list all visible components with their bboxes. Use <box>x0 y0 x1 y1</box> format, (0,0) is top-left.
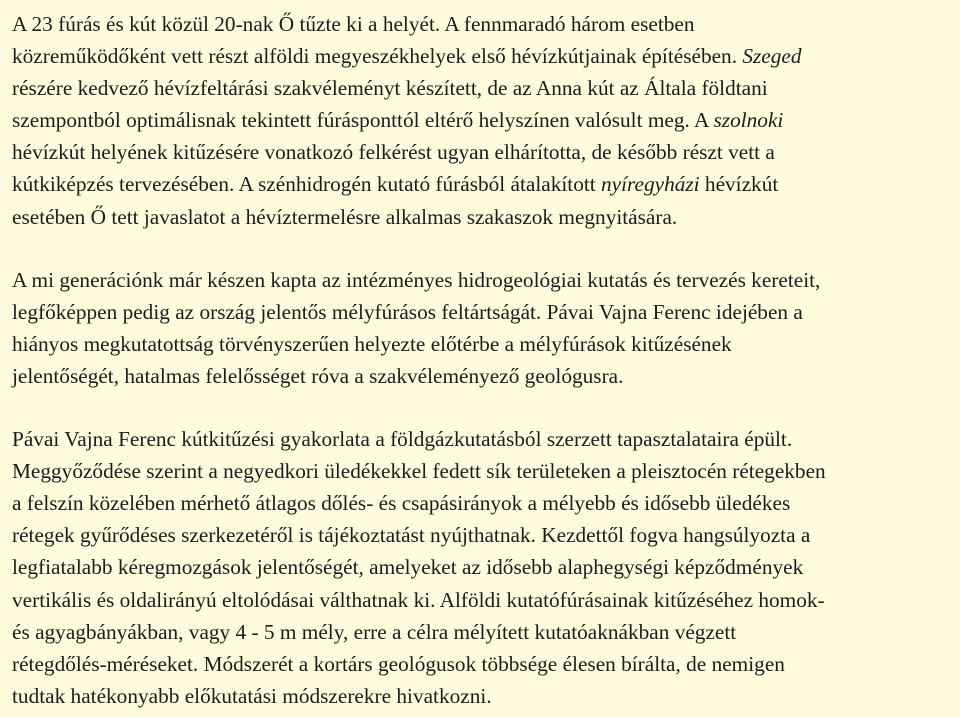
italic-place-name: nyíregyházi <box>601 172 700 197</box>
paragraph-gap <box>12 233 944 264</box>
text-line <box>12 264 944 296</box>
text-line <box>12 360 944 392</box>
text-run: legfiatalabb kéregmozgások jelentőségét, amelyeket az idősebb alaphegységi képződmények <box>12 555 804 580</box>
text-line <box>12 40 944 72</box>
text-line <box>12 616 944 648</box>
text-line <box>12 104 944 136</box>
text-run: tudtak hatékonyabb előkutatási módszerekre hivatkozni. <box>12 683 492 708</box>
text-line <box>12 8 944 40</box>
text-run: hiányos megkutatottság törvényszerűen helyezte előtérbe a mélyfúrások kitűzésének <box>12 331 732 356</box>
text-line <box>12 168 944 200</box>
text-run: kútkiképzés tervezésében. A szénhidrogén kutató fúrásból átalakított <box>12 172 602 197</box>
text-line <box>12 455 944 487</box>
text-run: Pávai Vajna Ferenc kútkitűzési gyakorlata a földgázkutatásból szerzett tapasztalataira épült. <box>12 427 793 452</box>
text-line <box>12 584 944 616</box>
text-line <box>12 648 944 680</box>
text-line <box>12 136 944 168</box>
text-line <box>12 551 944 583</box>
text-run: jelentőségét, hatalmas felelősséget róva a szakvéleményező geológusra. <box>12 363 624 388</box>
text-run: a felszín közelében mérhető átlagos dőlés- és csapásirányok a mélyebb és idősebb üledékes <box>12 491 791 516</box>
text-line <box>12 423 944 455</box>
text-run: hévízkút helyének kitűzésére vonatkozó felkérést ugyan elhárította, de később részt vett a <box>12 140 775 165</box>
paragraph-1 <box>12 8 944 233</box>
text-run: szempontból optimálisnak tekintett fúrásponttól eltérő helyszínen valósult meg. A <box>12 108 714 133</box>
text-run: A mi generációnk már készen kapta az intézményes hidrogeológiai kutatás és tervezés kereteit, <box>12 267 821 292</box>
text-line <box>12 296 944 328</box>
text-run: esetében Ő tett javaslatot a hévíztermelésre alkalmas szakaszok megnyitására. <box>12 204 678 229</box>
text-line <box>12 328 944 360</box>
text-run: rétegdőlés-méréseket. Módszerét a kortárs geológusok többsége élesen bírálta, de nemigen <box>12 651 785 676</box>
text-line <box>12 519 944 551</box>
text-run: és agyagbányákban, vagy 4 - 5 m mély, erre a célra mélyített kutatóaknákban végzett <box>12 619 737 644</box>
text-run: vertikális és oldalirányú eltolódásai válthatnak ki. Alföldi kutatófúrásainak kitűzéséhez homok- <box>12 587 825 612</box>
document-body <box>12 8 944 712</box>
italic-place-name: szolnoki <box>713 108 784 133</box>
italic-place-name: Szeged <box>742 44 802 69</box>
paragraph-gap <box>12 392 944 423</box>
text-run: Meggyőződése szerint a negyedkori üledékekkel fedett sík területeken a pleisztocén rétegekben <box>12 459 826 484</box>
text-run: rétegek gyűrődéses szerkezetéről is tájékoztatást nyújthatnak. Kezdettől fogva hangsúlyozta a <box>12 523 811 548</box>
text-run: közreműködőként vett részt alföldi megyeszékhelyek első hévízkútjainak építésében. <box>12 44 743 69</box>
text-line <box>12 201 944 233</box>
text-run: legfőképpen pedig az ország jelentős mélyfúrásos feltártságát. Pávai Vajna Ferenc idejében a <box>12 299 803 324</box>
text-line <box>12 72 944 104</box>
text-line <box>12 680 944 712</box>
paragraph-2 <box>12 264 944 392</box>
text-run: A 23 fúrás és kút közül 20-nak Ő tűzte ki a helyét. A fennmaradó három esetben <box>12 12 695 36</box>
text-run: részére kedvező hévízfeltárási szakvéleményt készített, de az Anna kút az Általa földtani <box>12 76 768 101</box>
text-run: hévízkút <box>699 172 779 197</box>
text-line <box>12 487 944 519</box>
paragraph-3 <box>12 423 944 712</box>
